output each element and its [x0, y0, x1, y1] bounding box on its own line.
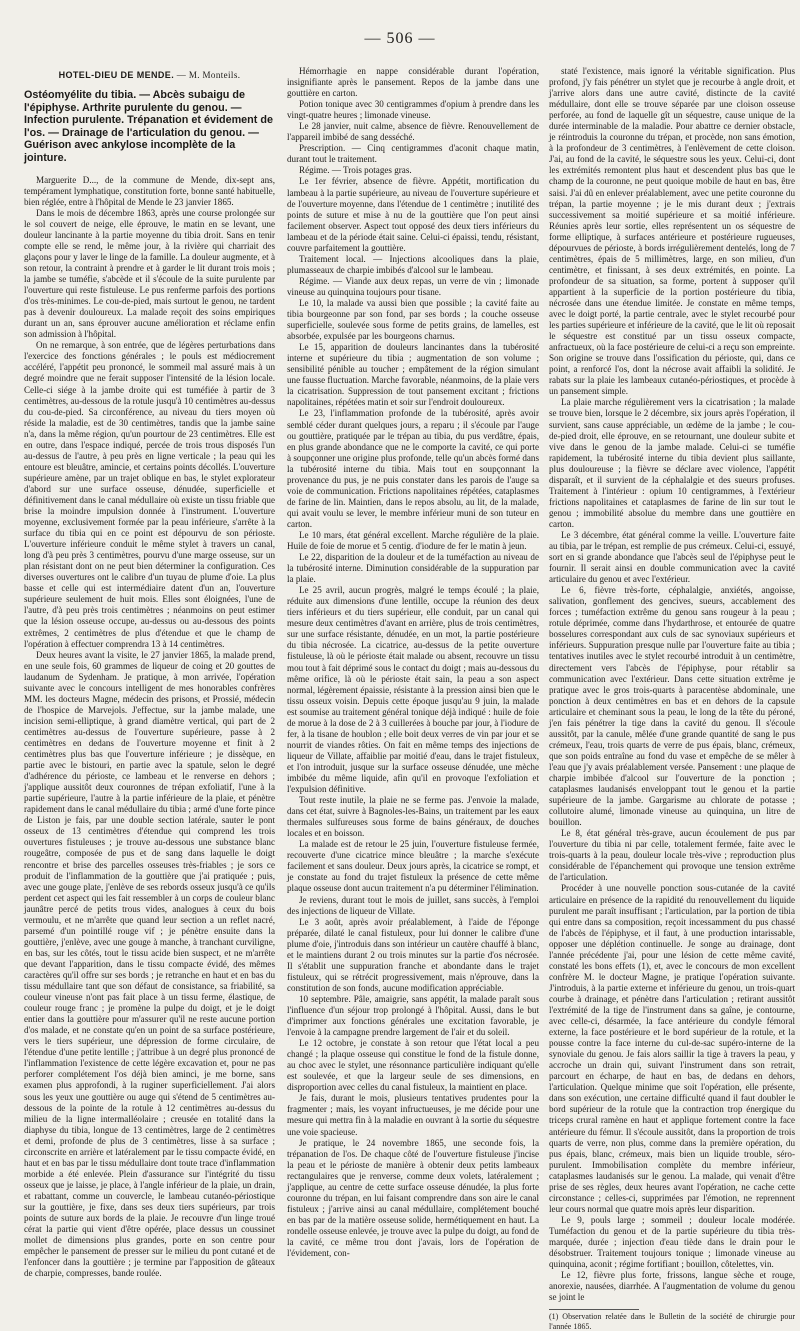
paragraph: Le 15, apparition de douleurs lancinantes dans la tubérosité interne et supérieure du tibia ; augmentation de son volume ; sensibilité pénible au toucher ; empâtement de la région simulant une fausse fluctuation. Marche favorable, néanmoins, de la plaie vers la cicatrisation. Suppression de tout pansement excitant ; frictions napolitaines, répétées matin et soir sur l'endroit douloureux. — [287, 342, 540, 408]
paragraph: Le 10 mars, état général excellent. Marche régulière de la plaie. Huile de foie de morue et 5 centig. d'iodure de fer le matin à jeun. — [287, 529, 539, 552]
column-2-body — [287, 66, 539, 1259]
paragraph: Je fais, durant le mois, plusieurs tentatives prudentes pour la fragmenter ; mais, les voyant infructueuses, je me décide pour une mesure qui mettra fin à la maladie en ouvrant à la sortie du séquestre une voie spacieuse. — [287, 1093, 539, 1137]
paragraph: Procéder à une nouvelle ponction sous-cutanée de la cavité articulaire en présence de la rapidité du renouvellement du liquide purulent me paraît insuffisant ; l'articulation, par la portion de tibia qui entre dans sa composition, reçoit incessamment du pus chassé de l'abcès de l'épiphyse, et il faut, à une production intarissable, opposer une déplétion continuelle. Je songe au drainage, dont l'année précédente j'ai, pour une lésion de cette même cavité, constaté les bons effets (1), et, avec le concours de mon excellent confrère M. le docteur Magne, je pratique l'opération suivante. J'introduis, à la partie externe et inférieure du genou, un trois-quart courbe à drainage, et pénètre dans l'articulation ; retirant aussitôt l'extrémité de la tige de l'instrument dans sa gaîne, je contourne, avec celle-ci, désarmée, la face antérieure du condyle fémoral externe, la face postérieure et le bord supérieur de la rotule, et la pousse contre la face interne du cul-de-sac supéro-interne de la synoviale du genou. Je fais alors saillir la tige à travers la peau, y accroche un drain qui, suivant l'instrument dans son retrait, parcourt en écharpe, de haut en bas, de dedans en dehors, l'articulation. Quelque minime que soit l'opération, elle présente, dans son exécution, une certaine difficulté quand il faut doubler le bord supérieur de la rotule que la contraction trop énergique du triceps crural ramène en haut et applique fortement contre la face antérieure du fémur. Il s'écoule aussitôt, dans la proportion de trois quarts de verre, non plus, comme dans la première opération, du pus épais, blanc, crémeux, mais bien un liquide trouble, séro-purulent. Immobilisation complète du membre inférieur, cataplasmes laudanisés sur le genou. La malade, qui venait d'être prise de ses règles, deux heures avant l'opération, ne cache cette circonstance ; celles-ci, supprimées par l'émotion, ne reprennent leur cours normal que quatre mois après leur disparition. — [549, 883, 795, 1214]
footnote: (1) Observation relatée dans le Bulletin de la société de chirurgie pour l'année 1865. — [549, 1312, 795, 1331]
hospital-doctor: — M. Monteils. — [176, 70, 241, 80]
paragraph: Régime. — Trois potages gras. — [299, 165, 412, 176]
paragraph: Le 22, disparition de la douleur et de la tuméfaction au niveau de la tubérosité interne. Diminution considérable de la suppuration par la plaie. — [287, 552, 539, 585]
paragraph: staté l'existence, mais ignoré la véritable signification. Plus profond, j'y fais pénétrer un stylet que je recourbe à angle droit, et j'arrive alors dans une autre cavité, distincte de la cavité médullaire, dont elle se trouve séparée par une cloison osseuse perforée, au fond de laquelle gît un séquestre, cause unique de la durée interminable de la maladie. Pour abattre ce dernier obstacle, je réintroduis la couronne du trépan, et procède, non sans émotion, à la profondeur de 3 centimètres, à l'enlèvement de cette cloison. J'ai, au fond de la cavité, le séquestre sous les yeux. Celui-ci, dont les extrémités remontent plus haut et descendent plus bas que le champ de la couronne, ne peut quoique mobile de haut en bas, être saisi. J'ai dû en enlever préalablement, avec une petite couronne du trépan, la partie moyenne ; je le mis durant deux ; j'extrais successivement sa moitié supérieure et sa moitié inférieure. Réunies après leur sortie, elles représentent un os séquestre de forme elliptique, à surfaces antérieure et postérieure rugueuses, dépourvues de périoste, à bords irrégulièrement dentelés, long de 7 centimètres, épais de 5 millimètres, large, en son milieu, d'un centimètre, et finissant, à ses deux extrémités, en pointe. La profondeur de sa situation, sa forme, portent à supposer qu'il appartient à la superficie de la portion postérieure du tibia, nécrosée dans une étendue limitée. Je constate en même temps, avec le doigt porté, la partie centrale, avec le stylet recourbé pour les parties supérieure et inférieure de la cavité, que le lit où reposait le séquestre est constitué par un tissu osseux compacte, anfractueux, où la face postérieure de celui-ci a reçu son empreinte. Son origine se trouve dans l'ossification du périoste, qui, dans ce point, a renforcé l'os, dont la nécrose avait affaibli la solidité. Je rabats sur la plaie les lambeaux cutanéo-périostiques, et procède à un pansement simple. — [549, 66, 795, 397]
paragraph: Prescription. — Cinq centigrammes d'aconit chaque matin, durant tout le traitement. — [287, 143, 539, 165]
paragraph: 10 septembre. Pâle, amaigrie, sans appétit, la malade paraît sous l'influence d'un séjour trop prolongé à l'hôpital. Aussi, dans le but d'imprimer aux fonctions générales une excitation favorable, je l'envoie à la campagne prendre largement de l'air et du soleil. — [287, 993, 539, 1038]
paragraph: Traitement local. — Injections alcooliques dans la plaie, plumasseaux de charpie imbibés d'alcool sur le lambeau. — [287, 253, 539, 275]
paragraph: Le 10, la malade va aussi bien que possible ; la cavité faite au tibia bourgeonne par son fond, par ses bords ; la couche osseuse superficielle, soulevée sous forme de petits grains, de lamelles, est absorbée, expulsée par les bourgeons charnus. — [287, 297, 539, 342]
paragraph: Je reviens, durant tout le mois de juillet, sans succès, à l'emploi des injections de liqueur de Villate. — [287, 894, 539, 916]
paragraph: Je pratique, le 24 novembre 1865, une seconde fois, la trépanation de l'os. De chaque côté de l'ouverture fistuleuse j'incise la peau et le périoste de manière à obtenir deux petits lambeaux rectangulaires que je renverse, comme deux volets, latéralement ; j'applique, au centre de cette surface osseuse dénudée, la plus forte couronne du trépan, en lui faisant comprendre dans son aire le canal fistuleux ; j'arrive ainsi au canal médullaire, complétement bouché en bas par de la matière osseuse solide, hermétiquement en haut. La rondelle osseuse enlevée, je trouve avec la pulpe du doigt, au fond de la cavité, ce même trou dont j'avais, lors de l'opération de l'évidement, con- — [287, 1137, 540, 1259]
paragraph: Régime. — Viande aux deux repas, un verre de vin ; limonade vineuse au quinquina toujours pour tisane. — [287, 275, 539, 297]
paragraph: Le 3 août, après avoir préalablement, à l'aide de l'éponge préparée, dilaté le canal fistuleux, pour lui donner le calibre d'une plume d'oie, j'introduis dans son intérieur un cautère chauffé à blanc, et le maintiens durant 2 ou trois minutes sur la partie d'os nécrosée. Il s'établit une suppuration franche et abondante dans le trajet fistuleux, qui se rétrécit progressivement, mais n'éprouve, dans la constitution de son fonds, aucune modification appréciable. — [287, 916, 539, 993]
paragraph: La malade est de retour le 25 juin, l'ouverture fistuleuse fermée, recouverte d'une cicatrice mince bleuâtre ; la marche s'exécute facilement et sans douleur. Deux jours après, la cicatrice se rompt, et je constate au fond du trajet fistuleux la présence de cette même plaque osseuse dont aucun traitement n'a pu déterminer l'élimination. — [287, 839, 539, 894]
column-1 — [24, 66, 275, 1279]
paragraph: Deux heures avant la visite, le 27 janvier 1865, la malade prend, en une seule fois, 60 grammes de liqueur de coing et 20 gouttes de laudanum de Sydenham. Je pratique, à mon arrivée, l'opération suivante avec le concours intelligent de mes honorables confrères MM. les docteurs Magne, médecin des prisons, et Prossié, médecin de l'hospice de Marvejols. J'effectue, sur la jambe malade, une incision semi-elliptique, à grand diamètre vertical, qui part de 2 centimètres au-dessus de l'ouverture supérieure, passe à 2 centimètres en dedans de l'ouverture moyenne et finit à 2 centimètres plus bas que l'ouverture inférieure ; je dissèque, en partie avec le bistouri, en partie avec la spatule, selon le degré d'adhérence du périoste, ce lambeau et le renverse en dehors ; j'applique aussitôt deux couronnes de trépan exfoliatif, l'une à la partie supérieure, l'autre à la partie inférieure de la plaie, et pénètre rapidement dans le canal médullaire du tibia ; armé d'une forte pince de Liston je fais, par une double section latérale, sauter le pont osseux de 13 centimètres d'étendue qui comprend les trois ouvertures fistuleuses ; je trouve au-dessous une substance blanc rougeâtre, composée de pus et de sang dans laquelle le doigt rencontre et brise des parcelles osseuses très-friables ; je sors ce produit de l'inflammation de la gouttière que j'ai pratiquée ; puis, avec une gouge plate, j'enlève de ses rebords osseux jusqu'à ce qu'ils perdent cet aspect qui les fait ressembler à un corps de couleur blanc jaunâtre percé de petits trous vides, analogues à ceux du bois vermoulu, et ne m'arrête que quand leur section a un reflet nacré, parsemé d'un pointillé rouge vif ; je pénètre ensuite dans la gouttière, j'enlève, avec une gouge à manche, à tranchant curviligne, en bas, sur les côtés, tout le tissu acide bien suspect, et ne m'arrête que devant l'apparition, dans le tissu compacte évidé, des mêmes caractères qu'il offre sur ses bords ; je retranche en haut et en bas du tissu médullaire tant que son défaut de consistance, sa friabilité, sa couleur vineuse n'ont pas fait place à un tissu ferme, élastique, de couleur rouge franc ; je promène la pulpe du doigt, et je le doigt entier dans la gouttière pour m'assurer qu'il ne reste aucune portion d'os malade, et ne constate qu'en un point de sa surface postérieure, vers le tiers supérieur, une dépression de forme circulaire, de l'étendue d'une petite lentille ; j'attribue à un degré plus prononcé de l'inflammation l'existence de cette légère excavation et, pour ne pas perforer complétement l'os déjà bien aminci, je me borne, sans examen plus approfondi, à la ruginer superficiellement. J'ai alors sous les yeux une gouttière ou auge qui s'étend de 5 centimètres au-dessous de la pointe de la rotule à 12 centimètres au-dessus du milieu de la ligne intermalléolaire ; creusée en totalité dans la diaphyse du tibia, longue de 13 centimètres, large de 2 centimètres et demi, profonde de plus de 3 centimètres, lisse à sa surface ; circonscrite en arrière et latéralement par le tissu compacte évidé, en haut et en bas par le tissu médullaire dont toute trace d'inflammation morbide a été enlevée. Plein d'assurance sur l'intégrité du tissu osseux que je laisse, je place, à l'angle inférieur de la plaie, un drain, et rabattant, comme un couvercle, le lambeau cutanéo-périostique sur la gouttière, je fixe, dans ses deux tiers supérieurs, par trois points de suture aux bords de la plaie. Je recouvre d'un linge troué cérat la partie qui vient d'être opérée, place dessus un coussinet mollet de dimensions plus grandes, porte en son centre pour empêcher le pansement de presser sur le milieu du pont cutané et de l'enfoncer dans la gouttière ; je termine par l'apposition de gâteaux de charpie, compresses, bande roulée. — [24, 649, 275, 1279]
page-number: — 506 — — [364, 30, 436, 47]
paragraph: Le 28 janvier, nuit calme, absence de fièvre. Renouvellement de l'appareil imbibé de sang desséché. — [287, 121, 539, 143]
paragraph: La plaie marche régulièrement vers la cicatrisation ; la malade se trouve bien, lorsque le 2 décembre, six jours après l'opération, il survient, sans cause appréciable, un œdème de la jambe ; le cou-de-pied droit, elle éprouve, en se retournant, une douleur subite et vive dans le genou de la jambe malade. Celui-ci se tuméfie rapidement, la tubérosité interne du tibia devient plus saillante, plus douloureuse ; la fièvre se déclare avec violence, l'appétit disparaît, et il survient de la céphalalgie et des sueurs profuses. Traitement à l'intérieur : opium 10 centigrammes, à l'extérieur frictions napolitaines et cataplasmes de farine de lin sur tout le genou ; immobilité absolue du membre dans une gouttière en carton. — [549, 397, 795, 529]
paragraph: Le 6, fièvre très-forte, céphalalgie, anxiétés, angoisse, salivation, gonflement des gencives, sueurs, accablement des forces ; tuméfaction extrême du genou sans rougeur à la peau ; rotule déprimée, comme dans l'hydarthrose, et entourée de quatre bosselures correspondant aux culs de sac synoviaux supérieurs et inférieurs. Suppuration presque nulle par l'ouverture faite au tibia ; tentatives inutiles avec le stylet recourbé introduit à un centimètre, directement vers l'abcès de l'épiphyse, pour rétablir sa communication avec l'extérieur. Dans cette situation extrême je pratique avec le gros trois-quarts à paracentèse abdominale, une ponction à deux centimètres en bas et en dehors de la capsule articulaire et cheminant sous la peau, le long de la tête du péroné, j'en fais pénétrer la tige dans la cavité du genou. Il s'écoule aussitôt, par la canule, mêlée d'une grande quantité de sang le pus crémeux, l'eau, trois quarts de verre de pus épais, blanc, crémeux, que son poids entraîne au fond du vase et empêche de se mêler à l'eau que j'y avais préalablement versée. Pansement : une plaque de charpie imbibée d'alcool sur l'ouverture de la ponction ; cataplasmes laudanisés enveloppant tout le genou et la partie supérieure de la jambe. Gargarisme au chlorate de potasse ; collutoire alumé, limonade vineuse au quinquina, un litre de bouillon. — [549, 585, 795, 828]
paragraph: Le 1er février, absence de fièvre. Appétit, mortification du lambeau à la partie supérieure, au niveau de l'ouverture supérieure et de l'ouverture moyenne, dans l'étendue de 1 centimètre ; inutilité des points de suture et mise à nu de la gouttière que l'on peut ainsi facilement observer. Aspect tout opposé des deux tiers inférieurs du lambeau et de la période était saine. Celui-ci épaissi, tendu, résistant, couvre parfaitement la gouttière. — [287, 176, 539, 253]
column-3 — [549, 66, 795, 1331]
article-title: Ostéomyélite du tibia. — Abcès subaigu de l'épiphyse. Arthrite purulente du genou. — Infection purulente. Trépanation et évidement de l'os. — Drainage de l'articulation du genou. — Guérison avec ankylose incomplète de la jointure. — [24, 89, 273, 165]
paragraph: Tout reste inutile, la plaie ne se ferme pas. J'envoie la malade, dans cet état, suivre à Bagnoles-les-Bains, un traitement par les eaux thermales sulfureuses sous forme de bains généraux, de douches locales et en boisson. — [287, 795, 539, 839]
footnote-rule — [549, 1309, 639, 1310]
paragraph: Le 12, fièvre plus forte, frissons, langue sèche et rouge, anorexie, nausées, diarrhée. A l'augmentation de volume du genou se joint le — [549, 1270, 795, 1303]
paragraph: Hémorrhagie en nappe considérable durant l'opération, insignifiante après le pansement. Repos de la jambe dans une gouttière en carton. — [287, 66, 539, 99]
column-3-body — [549, 66, 795, 1303]
hospital-name: HOTEL-DIEU DE MENDE. — [58, 70, 175, 80]
paragraph: On ne remarque, à son entrée, que de légères perturbations dans l'exercice des fonctions générales ; le pouls est médiocrement accéléré, l'appétit peu prononcé, le sommeil mal assuré mais à un degré moindre que ne ferait supposer l'intensité de la lésion locale. Celle-ci siége à la jambe droite qui est tuméfiée à partir de 3 centimètres, au-dessous de la rotule jusqu'à 10 centimètres au-dessus du cou-de-pied. Sa circonférence, au niveau du tiers moyen où réside la maladie, est de 30 centimètres, tandis que la jambe saine n'a, dans la même région, qu'un pourtour de 23 centimètres. Elle est en outre, dans l'espace indiqué, percée de trois trous disposés l'un au-dessus de l'autre, à peu près en ligne verticale ; la peau qui les entoure est bleuâtre, amincie, et certains points décollés. L'ouverture supérieure amène, par un trajet oblique en bas, le stylet explorateur d'abord sur une surface osseuse, dénudée, superficielle et définitivement dans le canal médullaire où existe un tissu friable que brise la moindre impulsion donnée à l'instrument. L'ouverture moyenne, exclusivement formée par la peau inférieure, s'arrête à la surface du tibia qui en ce point est dépourvu de son périoste. L'ouverture inférieure conduit le même stylet à travers un canal, long d'à peu près 3 centimètres, pourvu d'une marge osseuse, sur un plan résistant dont on ne peut bien déterminer la configuration. Ces diverses ouvertures ont le calibre d'un tuyau de plume d'oie. La plus basse et celle qui est intermédiaire datent d'un an, l'ouverture supérieure seulement de huit mois. Elles sont éloignées, l'une de l'autre, d'à peu près trois centimètres ; néanmoins on peut estimer que la lésion osseuse occupe, au-dessus ou au-dessous des points extrêmes, 2 centimètres de plus d'étendue et que le champ de l'opération à effectuer comprendra 13 à 14 centimètres. — [24, 340, 275, 649]
column-2 — [287, 66, 540, 1259]
paragraph: Le 3 décembre, état général comme la veille. L'ouverture faite au tibia, par le trépan, est remplie de pus crémeux. Celui-ci, essuyé, sort en si grande abondance que l'abcès seul de l'épiphyse peut le fournir. Il serait ainsi en double communication avec la cavité articulaire du genou et avec l'extérieur. — [549, 529, 795, 585]
paragraph: Le 25 avril, aucun progrès, malgré le temps écoulé ; la plaie, réduite aux dimensions d'une lentille, occupe la réunion des deux tiers inférieurs et du tiers supérieur, elle conduit, par un canal qui mesure deux centimètres d'avant en arrière, plus de trois centimètres, sur une surface résistante, dénudée, en un mot, la partie postérieure du tibia nécrosée. La cicatrice, au-dessus de la petite ouverture fistuleuse, là où le périoste était malade ou absent, recouvre un tissu mou tout à fait déprimé sous le contact du doigt ; mais au-dessous du même orifice, là où le périoste était sain, la peau a son aspect normal, légèrement épaissie, résistante à la pression ainsi bien que le tissu osseux voisin. Depuis cette époque jusqu'au 9 juin, la malade est soumise au traitement général tonique déjà indiqué : huile de foie de morue à la dose de 2 à 3 cuillerées à bouche par jour, à l'iodure de fer, à la tisane de houblon ; elle boit deux verres de vin par jour et se nourrit de viandes rôties. On fait en même temps des injections de liqueur de Villate, affaiblie par moitié d'eau, dans le trajet fistuleux, et l'on introduit, jusque sur la surface osseuse dénudée, une mèche imbibée du même liquide, afin qu'il en provoque l'exfoliation et l'expulsion définitive. — [287, 585, 539, 795]
hospital-header — [24, 70, 275, 81]
paragraph: Le 12 octobre, je constate à son retour que l'état local a peu changé ; la plaque osseuse qui constitue le fond de la fistule donne, au choc avec le stylet, une résonnance particulière indiquant qu'elle est soulevée, et que la largeur seule de ses dimensions, en disproportion avec celles du canal fistuleux, la maintient en place. — [287, 1038, 539, 1093]
paragraph: Dans le mois de décembre 1863, après une course prolongée sur le sol couvert de neige, elle éprouve, le matin en se levant, une douleur lancinante à la partie moyenne du tibia droit. Sans en tenir compte elle se rend, le même jour, à la rivière qui charriait des glaçons pour y laver le linge de la famille. La douleur augmente, et à son retour, la contraint à prendre et à garder le lit durant trois mois ; la jambe se tuméfie, s'abcède et il s'écoule de la suite purulente par l'ouverture qui reste fistuleuse. Le pus renferme parfois des portions d'os très-minimes. Le cou-de-pied, mais surtout le genou, ne tardent pas à devenir douloureux. La malade reçoit des soins empiriques durant un an, sans éprouver aucune amélioration et réclame enfin son admission à l'hôpital. — [24, 207, 275, 340]
paragraph: Le 8, état général très-grave, aucun écoulement de pus par l'ouverture du tibia ni par celle, totalement fermée, faite avec le trois-quarts à la peau, douleur locale très-vive ; reproduction plus considérable de l'épanchement qui provoque une tension extrême de l'articulation. — [549, 828, 795, 883]
paragraph: Marguerite D..., de la commune de Mende, dix-sept ans, tempérament lymphatique, constitution forte, bonne santé habituelle, bien réglée, entre à l'hôpital de Mende le 23 janvier 1865. — [24, 174, 275, 207]
column-1-body — [24, 175, 275, 1280]
paragraph: Potion tonique avec 30 centigrammes d'opium à prendre dans les vingt-quatre heures ; limonade vineuse. — [287, 99, 539, 121]
paragraph: Le 23, l'inflammation profonde de la tubérosité, après avoir semblé céder durant quelques jours, a reparu ; il s'écoule par l'auge ou gouttière, pratiquée par le trépan au tibia, du pus verdâtre, épais, en plus grande abondance que ne le comporte la cavité, ce qui porte à soupçonner une origine plus profonde, telle qu'un abcès formé dans la tubérosité interne du tibia. Mais tout en soupçonnant la provenance du pus, je ne puis constater dans les parois de l'auge sa voie de communication. Frictions napolitaines répétées, cataplasmes de farine de lin. Maintien, dans le repos absolu, au lit, de la malade, qui avait voulu se lever, le membre inférieur muni de son tuteur en carton. — [287, 408, 539, 529]
paragraph: Le 9, pouls large ; sommeil ; douleur locale modérée. Tuméfaction du genou et de la partie supérieure du tibia très-marquée, durée ; injection d'eau tiède dans le drain pour le désobstruer. Traitement toujours tonique ; limonade vineuse au quinquina, aconit ; régime fortifiant ; bouillon, côtelettes, vin. — [549, 1214, 795, 1270]
